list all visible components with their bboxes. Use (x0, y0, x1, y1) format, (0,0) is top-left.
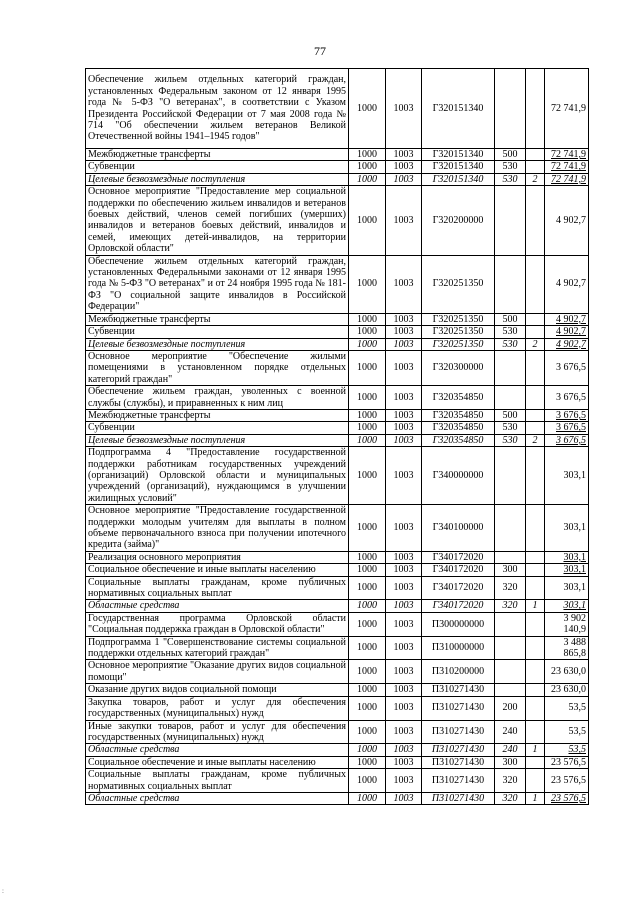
table-row (86, 564, 589, 576)
row-name-cell: Социальное обеспечение и иные выплаты населению (86, 756, 349, 768)
table-row (86, 386, 589, 410)
row-section-cell: 1000 (349, 186, 386, 255)
row-expense-type-cell: 300 (495, 564, 526, 576)
row-amount-cell: 303,1 (545, 505, 589, 552)
row-section-cell: 1000 (349, 660, 386, 684)
row-subsection-cell: 1003 (386, 756, 422, 768)
row-name-cell: Государственная программа Орловской области "Социальная поддержка граждан в Орловской области" (86, 612, 349, 636)
row-target-article-cell: Г320151340 (422, 161, 495, 173)
row-funding-source-cell (526, 69, 545, 149)
page-number: 77 (314, 44, 326, 58)
table-row (86, 350, 589, 385)
row-amount-cell: 72 741,9 (545, 161, 589, 173)
row-funding-source-cell: 1 (526, 744, 545, 756)
row-name-cell: Межбюджетные трансферты (86, 313, 349, 325)
row-amount-cell: 72 741,9 (545, 173, 589, 185)
table-row (86, 409, 589, 421)
row-section-cell: 1000 (349, 161, 386, 173)
row-funding-source-cell (526, 551, 545, 563)
row-expense-type-cell: 530 (495, 434, 526, 446)
row-amount-cell: 72 741,9 (545, 69, 589, 149)
table-row (86, 149, 589, 161)
row-expense-type-cell: 500 (495, 313, 526, 325)
row-subsection-cell: 1003 (386, 350, 422, 385)
row-funding-source-cell (526, 447, 545, 505)
row-target-article-cell: П310271430 (422, 744, 495, 756)
row-expense-type-cell (495, 612, 526, 636)
table-row (86, 186, 589, 255)
row-name-cell: Межбюджетные трансферты (86, 409, 349, 421)
row-target-article-cell: П310200000 (422, 660, 495, 684)
budget-table (85, 68, 589, 805)
row-funding-source-cell (526, 422, 545, 434)
row-funding-source-cell (526, 255, 545, 313)
table-row (86, 422, 589, 434)
row-expense-type-cell (495, 684, 526, 696)
row-subsection-cell: 1003 (386, 69, 422, 149)
table-row (86, 612, 589, 636)
row-target-article-cell: П310271430 (422, 756, 495, 768)
table-row (86, 696, 589, 720)
table-row (86, 792, 589, 804)
scan-margin-mark: : (2, 887, 4, 895)
row-subsection-cell: 1003 (386, 149, 422, 161)
table-row (86, 684, 589, 696)
row-subsection-cell: 1003 (386, 636, 422, 660)
row-funding-source-cell: 2 (526, 173, 545, 185)
row-target-article-cell: Г320151340 (422, 69, 495, 149)
row-expense-type-cell (495, 660, 526, 684)
row-target-article-cell: Г340172020 (422, 600, 495, 612)
row-target-article-cell: П310271430 (422, 720, 495, 744)
row-subsection-cell: 1003 (386, 551, 422, 563)
row-amount-cell: 72 741,9 (545, 149, 589, 161)
row-funding-source-cell (526, 313, 545, 325)
row-name-cell: Целевые безвозмездные поступления (86, 338, 349, 350)
row-amount-cell: 23 630,0 (545, 684, 589, 696)
table-row (86, 447, 589, 505)
row-target-article-cell: Г320251350 (422, 338, 495, 350)
row-target-article-cell: П310271430 (422, 696, 495, 720)
row-funding-source-cell: 1 (526, 792, 545, 804)
row-subsection-cell: 1003 (386, 696, 422, 720)
row-amount-cell: 23 576,5 (545, 792, 589, 804)
row-amount-cell: 53,5 (545, 744, 589, 756)
table-row (86, 576, 589, 600)
row-section-cell: 1000 (349, 636, 386, 660)
table-row (86, 744, 589, 756)
row-expense-type-cell (495, 386, 526, 410)
row-name-cell: Субвенции (86, 422, 349, 434)
row-funding-source-cell (526, 326, 545, 338)
row-section-cell: 1000 (349, 744, 386, 756)
row-amount-cell: 53,5 (545, 696, 589, 720)
row-section-cell: 1000 (349, 326, 386, 338)
row-amount-cell: 23 576,5 (545, 769, 589, 793)
row-funding-source-cell (526, 769, 545, 793)
row-target-article-cell: П310271430 (422, 792, 495, 804)
row-target-article-cell: Г320354850 (422, 434, 495, 446)
row-name-cell: Обеспечение жильем отдельных категорий граждан, установленных Федеральным законом от 12 января 1995 года № 5-ФЗ "О ветеранах", в соответствии с Указом Президента Российской Федерации от 7 мая 2008 года № 714 "Об обеспечении жильем ветеранов Великой Отечественной войны 1941–1945 годов" (86, 69, 349, 149)
row-expense-type-cell: 240 (495, 720, 526, 744)
table-row (86, 660, 589, 684)
row-name-cell: Основное мероприятие "Предоставление мер социальной поддержки по обеспечению жильем инвалидов и ветеранов боевых действий, членов семей погибших (умерших) инвалидов и ветеранов боевых действий, инвалидов и семей, имеющих детей-инвалидов, на территории Орловской области" (86, 186, 349, 255)
row-subsection-cell: 1003 (386, 422, 422, 434)
row-target-article-cell: Г320251350 (422, 255, 495, 313)
row-section-cell: 1000 (349, 551, 386, 563)
row-funding-source-cell: 1 (526, 600, 545, 612)
row-subsection-cell: 1003 (386, 576, 422, 600)
row-section-cell: 1000 (349, 422, 386, 434)
row-subsection-cell: 1003 (386, 255, 422, 313)
row-target-article-cell: Г320151340 (422, 149, 495, 161)
table-row (86, 338, 589, 350)
row-expense-type-cell: 530 (495, 161, 526, 173)
row-target-article-cell: П310000000 (422, 636, 495, 660)
row-expense-type-cell (495, 636, 526, 660)
row-expense-type-cell: 320 (495, 792, 526, 804)
row-subsection-cell: 1003 (386, 338, 422, 350)
row-name-cell: Подпрограмма 4 "Предоставление государственной поддержки работникам государственных учреждений (организаций) Орловской области и муниципальных учреждений (организаций), нуждающимся в улучшении жилищных условий" (86, 447, 349, 505)
row-section-cell: 1000 (349, 69, 386, 149)
table-row (86, 600, 589, 612)
row-expense-type-cell: 530 (495, 173, 526, 185)
row-funding-source-cell (526, 660, 545, 684)
row-name-cell: Целевые безвозмездные поступления (86, 173, 349, 185)
row-funding-source-cell (526, 576, 545, 600)
row-amount-cell: 303,1 (545, 564, 589, 576)
row-section-cell: 1000 (349, 684, 386, 696)
row-name-cell: Оказание других видов социальной помощи (86, 684, 349, 696)
row-section-cell: 1000 (349, 350, 386, 385)
row-name-cell: Подпрограмма 1 "Совершенствование системы социальной поддержки отдельных категорий граждан" (86, 636, 349, 660)
row-expense-type-cell: 200 (495, 696, 526, 720)
row-expense-type-cell (495, 186, 526, 255)
row-funding-source-cell (526, 149, 545, 161)
row-funding-source-cell (526, 350, 545, 385)
row-amount-cell: 23 630,0 (545, 660, 589, 684)
row-funding-source-cell (526, 684, 545, 696)
row-amount-cell: 3 676,5 (545, 422, 589, 434)
row-subsection-cell: 1003 (386, 447, 422, 505)
row-expense-type-cell: 500 (495, 149, 526, 161)
row-target-article-cell: П310271430 (422, 769, 495, 793)
row-funding-source-cell (526, 161, 545, 173)
row-funding-source-cell: 2 (526, 434, 545, 446)
table-row (86, 756, 589, 768)
row-section-cell: 1000 (349, 255, 386, 313)
row-section-cell: 1000 (349, 386, 386, 410)
row-name-cell: Целевые безвозмездные поступления (86, 434, 349, 446)
row-subsection-cell: 1003 (386, 161, 422, 173)
table-row (86, 434, 589, 446)
row-amount-cell: 303,1 (545, 600, 589, 612)
row-amount-cell: 3 902 140,9 (545, 612, 589, 636)
table-row (86, 505, 589, 552)
row-expense-type-cell: 300 (495, 756, 526, 768)
row-target-article-cell: Г340172020 (422, 551, 495, 563)
row-target-article-cell: Г320354850 (422, 422, 495, 434)
row-amount-cell: 4 902,7 (545, 255, 589, 313)
row-amount-cell: 3 676,5 (545, 386, 589, 410)
row-section-cell: 1000 (349, 600, 386, 612)
table-row (86, 255, 589, 313)
row-funding-source-cell (526, 409, 545, 421)
row-amount-cell: 4 902,7 (545, 186, 589, 255)
row-amount-cell: 3 676,5 (545, 409, 589, 421)
row-name-cell: Закупка товаров, работ и услуг для обеспечения государственных (муниципальных) нужд (86, 696, 349, 720)
row-target-article-cell: Г320151340 (422, 173, 495, 185)
row-expense-type-cell: 530 (495, 422, 526, 434)
row-name-cell: Областные средства (86, 792, 349, 804)
row-expense-type-cell: 500 (495, 409, 526, 421)
row-subsection-cell: 1003 (386, 313, 422, 325)
row-subsection-cell: 1003 (386, 744, 422, 756)
row-name-cell: Основное мероприятие "Оказание других видов социальной помощи" (86, 660, 349, 684)
row-amount-cell: 303,1 (545, 576, 589, 600)
row-name-cell: Основное мероприятие "Предоставление государственной поддержки молодым учителям для выплаты в полном объеме первоначального взноса при получении ипотечного кредита (займа)" (86, 505, 349, 552)
row-section-cell: 1000 (349, 173, 386, 185)
row-expense-type-cell (495, 551, 526, 563)
row-name-cell: Иные закупки товаров, работ и услуг для обеспечения государственных (муниципальных) нужд (86, 720, 349, 744)
row-subsection-cell: 1003 (386, 660, 422, 684)
row-name-cell: Социальные выплаты гражданам, кроме публичных нормативных социальных выплат (86, 769, 349, 793)
table-row (86, 69, 589, 149)
row-funding-source-cell (526, 186, 545, 255)
row-target-article-cell: П310271430 (422, 684, 495, 696)
row-subsection-cell: 1003 (386, 612, 422, 636)
row-section-cell: 1000 (349, 769, 386, 793)
row-expense-type-cell: 530 (495, 326, 526, 338)
row-amount-cell: 3 488 865,8 (545, 636, 589, 660)
row-section-cell: 1000 (349, 576, 386, 600)
row-section-cell: 1000 (349, 792, 386, 804)
row-section-cell: 1000 (349, 409, 386, 421)
row-section-cell: 1000 (349, 696, 386, 720)
row-subsection-cell: 1003 (386, 434, 422, 446)
row-target-article-cell: Г340172020 (422, 576, 495, 600)
row-expense-type-cell: 320 (495, 600, 526, 612)
row-expense-type-cell (495, 505, 526, 552)
table-row (86, 161, 589, 173)
row-name-cell: Межбюджетные трансферты (86, 149, 349, 161)
row-subsection-cell: 1003 (386, 386, 422, 410)
row-subsection-cell: 1003 (386, 186, 422, 255)
row-name-cell: Субвенции (86, 326, 349, 338)
row-funding-source-cell (526, 505, 545, 552)
table-row (86, 313, 589, 325)
row-target-article-cell: Г340100000 (422, 505, 495, 552)
row-expense-type-cell (495, 447, 526, 505)
row-funding-source-cell (526, 386, 545, 410)
row-section-cell: 1000 (349, 505, 386, 552)
row-name-cell: Обеспечение жильем отдельных категорий граждан, установленных Федеральными законами от 12 января 1995 года № 5-ФЗ "О ветеранах" и от 24 ноября 1995 года № 181-ФЗ "О социальной защите инвалидов в Российской Федерации" (86, 255, 349, 313)
row-amount-cell: 3 676,5 (545, 434, 589, 446)
row-name-cell: Субвенции (86, 161, 349, 173)
row-amount-cell: 4 902,7 (545, 338, 589, 350)
row-expense-type-cell: 530 (495, 338, 526, 350)
row-funding-source-cell (526, 636, 545, 660)
row-subsection-cell: 1003 (386, 769, 422, 793)
row-name-cell: Основное мероприятие "Обеспечение жилыми помещениями в установленном порядке отдельных категорий граждан" (86, 350, 349, 385)
row-expense-type-cell: 320 (495, 769, 526, 793)
row-expense-type-cell: 240 (495, 744, 526, 756)
table-row (86, 636, 589, 660)
row-expense-type-cell (495, 255, 526, 313)
table-row (86, 769, 589, 793)
row-funding-source-cell (526, 720, 545, 744)
row-target-article-cell: Г320200000 (422, 186, 495, 255)
table-row (86, 173, 589, 185)
row-target-article-cell: Г320251350 (422, 313, 495, 325)
row-subsection-cell: 1003 (386, 409, 422, 421)
row-expense-type-cell (495, 350, 526, 385)
row-section-cell: 1000 (349, 313, 386, 325)
row-amount-cell: 4 902,7 (545, 313, 589, 325)
row-amount-cell: 53,5 (545, 720, 589, 744)
row-subsection-cell: 1003 (386, 600, 422, 612)
row-funding-source-cell (526, 564, 545, 576)
row-subsection-cell: 1003 (386, 684, 422, 696)
row-section-cell: 1000 (349, 612, 386, 636)
row-funding-source-cell (526, 696, 545, 720)
row-subsection-cell: 1003 (386, 720, 422, 744)
row-amount-cell: 303,1 (545, 447, 589, 505)
row-section-cell: 1000 (349, 720, 386, 744)
row-name-cell: Социальные выплаты гражданам, кроме публичных нормативных социальных выплат (86, 576, 349, 600)
row-subsection-cell: 1003 (386, 564, 422, 576)
row-target-article-cell: Г340000000 (422, 447, 495, 505)
row-subsection-cell: 1003 (386, 326, 422, 338)
row-name-cell: Областные средства (86, 600, 349, 612)
row-section-cell: 1000 (349, 149, 386, 161)
row-target-article-cell: Г320251350 (422, 326, 495, 338)
row-name-cell: Социальное обеспечение и иные выплаты населению (86, 564, 349, 576)
row-target-article-cell: Г340172020 (422, 564, 495, 576)
row-amount-cell: 23 576,5 (545, 756, 589, 768)
row-section-cell: 1000 (349, 756, 386, 768)
row-section-cell: 1000 (349, 564, 386, 576)
row-target-article-cell: Г320354850 (422, 409, 495, 421)
row-amount-cell: 3 676,5 (545, 350, 589, 385)
row-subsection-cell: 1003 (386, 792, 422, 804)
row-amount-cell: 303,1 (545, 551, 589, 563)
row-target-article-cell: Г320300000 (422, 350, 495, 385)
row-expense-type-cell: 320 (495, 576, 526, 600)
row-subsection-cell: 1003 (386, 505, 422, 552)
row-section-cell: 1000 (349, 338, 386, 350)
row-section-cell: 1000 (349, 434, 386, 446)
row-amount-cell: 4 902,7 (545, 326, 589, 338)
row-expense-type-cell (495, 69, 526, 149)
table-row (86, 551, 589, 563)
row-subsection-cell: 1003 (386, 173, 422, 185)
table-row (86, 326, 589, 338)
row-target-article-cell: Г320354850 (422, 386, 495, 410)
budget-table-body (86, 69, 589, 805)
row-name-cell: Обеспечение жильем граждан, уволенных с военной службы (службы), и приравненных к ним лиц (86, 386, 349, 410)
table-row (86, 720, 589, 744)
row-name-cell: Реализация основного мероприятия (86, 551, 349, 563)
row-funding-source-cell: 2 (526, 338, 545, 350)
row-name-cell: Областные средства (86, 744, 349, 756)
row-section-cell: 1000 (349, 447, 386, 505)
row-funding-source-cell (526, 756, 545, 768)
row-target-article-cell: П300000000 (422, 612, 495, 636)
row-funding-source-cell (526, 612, 545, 636)
